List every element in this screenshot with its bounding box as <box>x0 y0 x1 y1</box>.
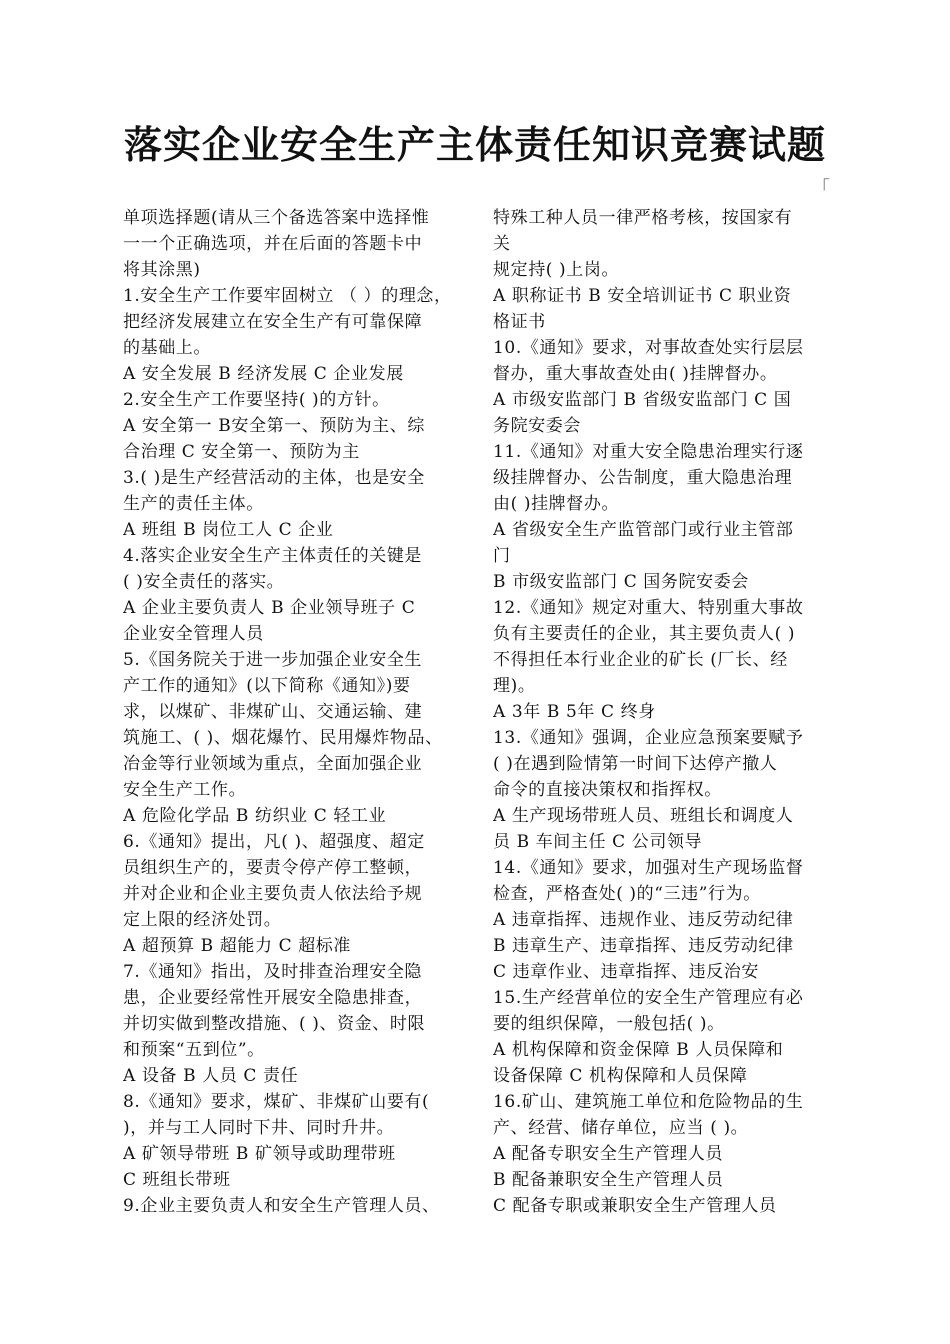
text-line: 负有主要责任的企业，其主要负责人( ) <box>493 624 796 644</box>
text-line: 关 <box>493 234 511 254</box>
text-line: 企业安全管理人员 <box>123 624 264 644</box>
text-line: A 企业主要负责人 B 企业领导班子 C <box>123 598 416 618</box>
text-line: A 市级安监部门 B 省级安监部门 C 国 <box>493 390 792 410</box>
text-line: 合治理 C 安全第一、预防为主 <box>123 442 360 462</box>
text-line: 8.《通知》要求，煤矿、非煤矿山要有( <box>123 1092 430 1112</box>
text-line: 检查，严格查处( )的“三违”行为。 <box>493 884 761 904</box>
text-line: 将其涂黑) <box>123 260 201 280</box>
text-line: 2.安全生产工作要坚持( )的方针。 <box>123 390 390 410</box>
text-line: 3.( )是生产经营活动的主体，也是安全 <box>123 468 425 488</box>
text-line: 7.《通知》指出，及时排查治理安全隐 <box>123 962 423 982</box>
text-line: A 配备专职安全生产管理人员 <box>493 1144 724 1164</box>
text-line: 务院安委会 <box>493 416 581 436</box>
text-line: 不得担任本行业企业的矿长 (厂长、经 <box>493 650 788 670</box>
text-line: 和预案“五到位”。 <box>123 1040 265 1060</box>
text-line: 产工作的通知》(以下简称《通知》)要 <box>123 676 411 696</box>
text-line: A 省级安全生产监管部门或行业主管部 <box>493 520 794 540</box>
document-title: 落实企业安全生产主体责任知识竞赛试题 <box>123 122 826 167</box>
text-line: 设备保障 C 机构保障和人员保障 <box>493 1066 748 1086</box>
text-line: 督办，重大事故查处由( )挂牌督办。 <box>493 364 778 384</box>
text-line: 的基础上。 <box>123 338 211 358</box>
text-line: C 班组长带班 <box>123 1170 231 1190</box>
text-line: 理)。 <box>493 676 536 696</box>
text-line: A 安全第一 B安全第一、预防为主、综 <box>123 416 425 436</box>
text-line: C 配备专职或兼职安全生产管理人员 <box>493 1196 777 1216</box>
left-text-column <box>123 205 463 1219</box>
text-line: 9.企业主要负责人和安全生产管理人员、 <box>123 1196 440 1216</box>
text-line: 生产的责任主体。 <box>123 494 264 514</box>
text-line: A 3年 B 5年 C 终身 <box>493 702 656 722</box>
text-line: 6.《通知》提出，凡( )、超强度、超定 <box>123 832 425 852</box>
text-line: 4.落实企业安全生产主体责任的关键是 <box>123 546 423 566</box>
text-line: 由( )挂牌督办。 <box>493 494 620 514</box>
text-line: 11.《通知》对重大安全隐患治理实行逐 <box>493 442 804 462</box>
text-line: A 危险化学品 B 纺织业 C 轻工业 <box>123 806 387 826</box>
text-line: A 矿领导带班 B 矿领导或助理带班 <box>123 1144 396 1164</box>
text-line: 冶金等行业领域为重点，全面加强企业 <box>123 754 423 774</box>
text-line: 员组织生产的，要责令停产停工整顿， <box>123 858 423 878</box>
text-line: B 市级安监部门 C 国务院安委会 <box>493 572 749 592</box>
text-line: 级挂牌督办、公告制度，重大隐患治理 <box>493 468 793 488</box>
text-line: ( )在遇到险情第一时间下达停产撤人 <box>493 754 778 774</box>
text-line: C 违章作业、违章指挥、违反治安 <box>493 962 760 982</box>
text-line: 12.《通知》规定对重大、特别重大事故 <box>493 598 804 618</box>
text-line: 并切实做到整改措施、( )、资金、时限 <box>123 1014 426 1034</box>
text-line: 10.《通知》要求，对事故查处实行层层 <box>493 338 804 358</box>
text-line: 求，以煤矿、非煤矿山、交通运输、建 <box>123 702 423 722</box>
text-line: 一一个正确选项，并在后面的答题卡中 <box>123 234 423 254</box>
text-line: A 职称证书 B 安全培训证书 C 职业资 <box>493 286 792 306</box>
text-line: 筑施工、( )、烟花爆竹、民用爆炸物品、 <box>123 728 443 748</box>
text-line: 16.矿山、建筑施工单位和危险物品的生 <box>493 1092 804 1112</box>
text-line: A 超预算 B 超能力 C 超标准 <box>123 936 351 956</box>
text-line: 门 <box>493 546 511 566</box>
text-line: 产、经营、储存单位，应当 ( )。 <box>493 1118 749 1138</box>
text-line: 把经济发展建立在安全生产有可靠保障 <box>123 312 423 332</box>
text-line: B 配备兼职安全生产管理人员 <box>493 1170 724 1190</box>
text-line: )，并与工人同时下井、同时升井。 <box>123 1118 395 1138</box>
text-line: 格证书 <box>493 312 546 332</box>
text-line: A 违章指挥、违规作业、违反劳动纪律 <box>493 910 794 930</box>
text-line: A 生产现场带班人员、班组长和调度人 <box>493 806 794 826</box>
text-line: ( )安全责任的落实。 <box>123 572 285 592</box>
text-line: A 设备 B 人员 C 责任 <box>123 1066 299 1086</box>
text-line: 规定持( )上岗。 <box>493 260 620 280</box>
right-text-column <box>493 205 833 1219</box>
text-line: 14.《通知》要求，加强对生产现场监督 <box>493 858 804 878</box>
text-line: A 机构保障和资金保障 B 人员保障和 <box>493 1040 784 1060</box>
text-line: 定上限的经济处罚。 <box>123 910 282 930</box>
text-line: 5.《国务院关于进一步加强企业安全生 <box>123 650 423 670</box>
text-line: 员 B 车间主任 C 公司领导 <box>493 832 703 852</box>
corner-mark: 「 <box>812 178 830 199</box>
text-line: B 违章生产、违章指挥、违反劳动纪律 <box>493 936 794 956</box>
text-line: 1.安全生产工作要牢固树立 （ ）的理念， <box>123 286 452 306</box>
text-line: 13.《通知》强调，企业应急预案要赋予 <box>493 728 804 748</box>
text-line: A 安全发展 B 经济发展 C 企业发展 <box>123 364 404 384</box>
text-line: 患，企业要经常性开展安全隐患排查， <box>123 988 423 1008</box>
text-line: 安全生产工作。 <box>123 780 247 800</box>
text-line: 命令的直接决策权和指挥权。 <box>493 780 722 800</box>
text-line: 并对企业和企业主要负责人依法给予规 <box>123 884 423 904</box>
text-line: 特殊工种人员一律严格考核，按国家有 <box>493 208 793 228</box>
text-line: 要的组织保障，一般包括( )。 <box>493 1014 725 1034</box>
text-line: 15.生产经营单位的安全生产管理应有必 <box>493 988 804 1008</box>
text-line: A 班组 B 岗位工人 C 企业 <box>123 520 334 540</box>
text-line: 单项选择题(请从三个备选答案中选择惟 <box>123 208 430 228</box>
